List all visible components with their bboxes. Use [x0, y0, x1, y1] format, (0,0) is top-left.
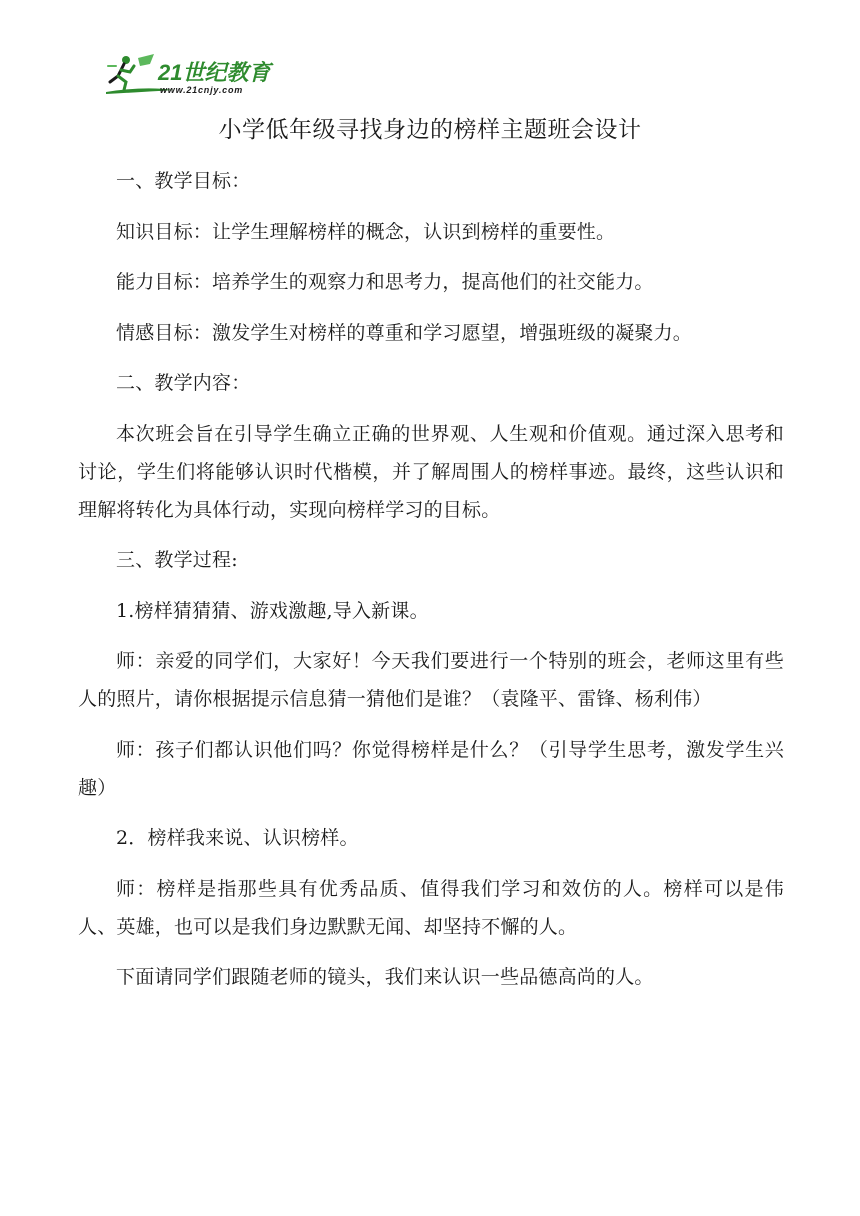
logo-brand-text: 21世纪教育 [158, 60, 271, 85]
document-title: 小学低年级寻找身边的榜样主题班会设计 [218, 117, 642, 143]
section-heading: 一、教学目标： [116, 170, 251, 192]
section-heading: 三、教学过程: [116, 549, 238, 571]
runner-icon [108, 54, 154, 90]
paragraph: 2．榜样我来说、认识榜样。 [116, 827, 359, 849]
document-body [78, 162, 784, 1009]
logo [104, 52, 284, 98]
paragraph: 师：榜样是指那些具有优秀品质、值得我们学习和效仿的人。榜样可以是伟人、英雄，也可以是我们身边默默无闻、却坚持不懈的人。 [78, 877, 784, 938]
section-heading: 二、教学内容： [116, 372, 251, 394]
paragraph: 能力目标：培养学生的观察力和思考力，提高他们的社交能力。 [116, 271, 654, 293]
paragraph: 本次班会旨在引导学生确立正确的世界观、人生观和价值观。通过深入思考和讨论，学生们将能够认识时代楷模，并了解周围人的榜样事迹。最终，这些认识和理解将转化为具体行动，实现向榜样学习的目标。 [78, 422, 784, 521]
paragraph: 下面请同学们跟随老师的镜头，我们来认识一些品德高尚的人。 [116, 966, 654, 988]
logo-graphic [104, 52, 284, 98]
paragraph: 师：亲爱的同学们，大家好！今天我们要进行一个特别的班会，老师这里有些人的照片，请你根据提示信息猜一猜他们是谁？（袁隆平、雷锋、杨利伟） [78, 650, 784, 710]
paragraph: 1.榜样猜猜猜、游戏激趣,导入新课。 [116, 599, 429, 622]
paragraph: 情感目标：激发学生对榜样的尊重和学习愿望，增强班级的凝聚力。 [116, 321, 693, 344]
paragraph: 知识目标：让学生理解榜样的概念，认识到榜样的重要性。 [116, 220, 616, 243]
paragraph: 师：孩子们都认识他们吗？你觉得榜样是什么？（引导学生思考，激发学生兴趣） [78, 738, 784, 799]
logo-url-text: www.21cnjy.com [160, 85, 244, 95]
